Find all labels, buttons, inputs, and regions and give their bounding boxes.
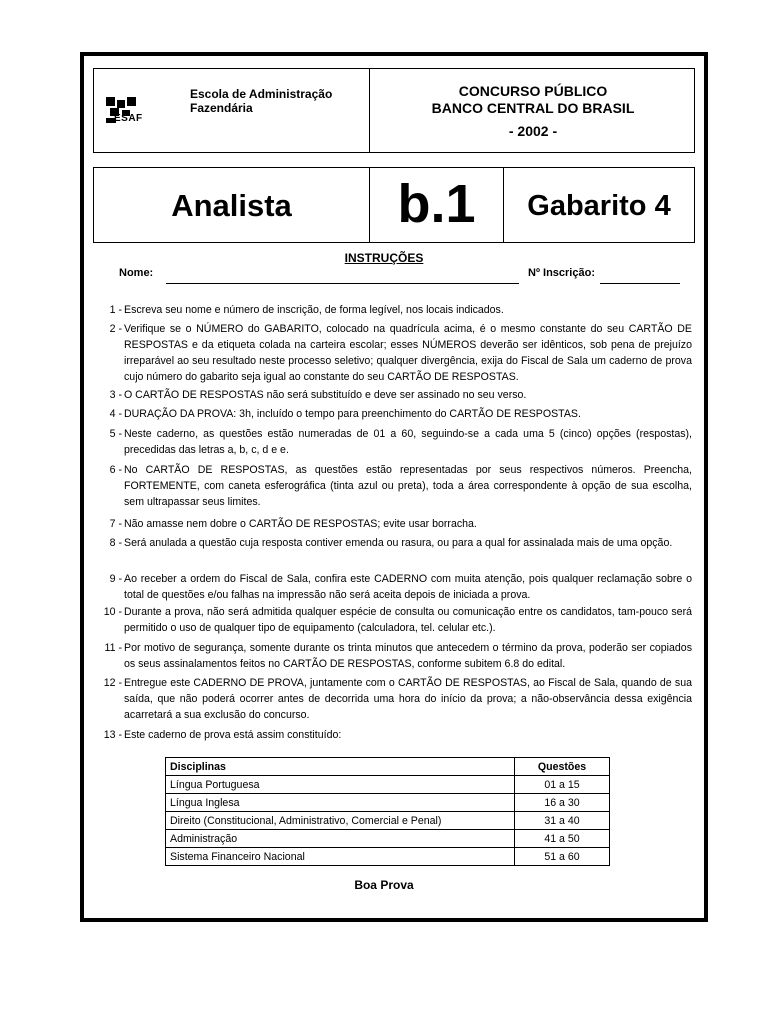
table-row: Língua Inglesa 16 a 30 <box>166 794 610 812</box>
table-header-row: Disciplinas Questões <box>166 758 610 776</box>
inscricao-field[interactable] <box>600 283 680 284</box>
concurso-title: CONCURSO PÚBLICO BANCO CENTRAL DO BRASIL - 2002 - <box>370 83 696 140</box>
exam-code: b.1 <box>397 174 476 234</box>
instructions-title: INSTRUÇÕES <box>344 251 424 265</box>
nome-field[interactable] <box>166 283 519 284</box>
nome-label: Nome: <box>119 267 154 279</box>
gabarito: Gabarito 4 <box>527 190 671 222</box>
header-box <box>93 68 695 153</box>
table-row: Direito (Constitucional, Administrativo, Comercial e Penal) 31 a 40 <box>166 812 610 830</box>
closing-text: Boa Prova <box>354 878 414 892</box>
year: - 2002 - <box>508 123 558 139</box>
inscricao-label: Nº Inscrição: <box>528 267 595 279</box>
table-row: Sistema Financeiro Nacional 51 a 60 <box>166 848 610 866</box>
cargo: Analista <box>171 188 292 223</box>
disciplines-table <box>165 757 610 866</box>
school-name: Escola de Administração Fazendária <box>190 87 333 115</box>
logo-text: ESAF <box>114 113 143 124</box>
table-row: Administração 41 a 50 <box>166 830 610 848</box>
exam-box <box>93 167 695 243</box>
table-row: Língua Portuguesa 01 a 15 <box>166 776 610 794</box>
